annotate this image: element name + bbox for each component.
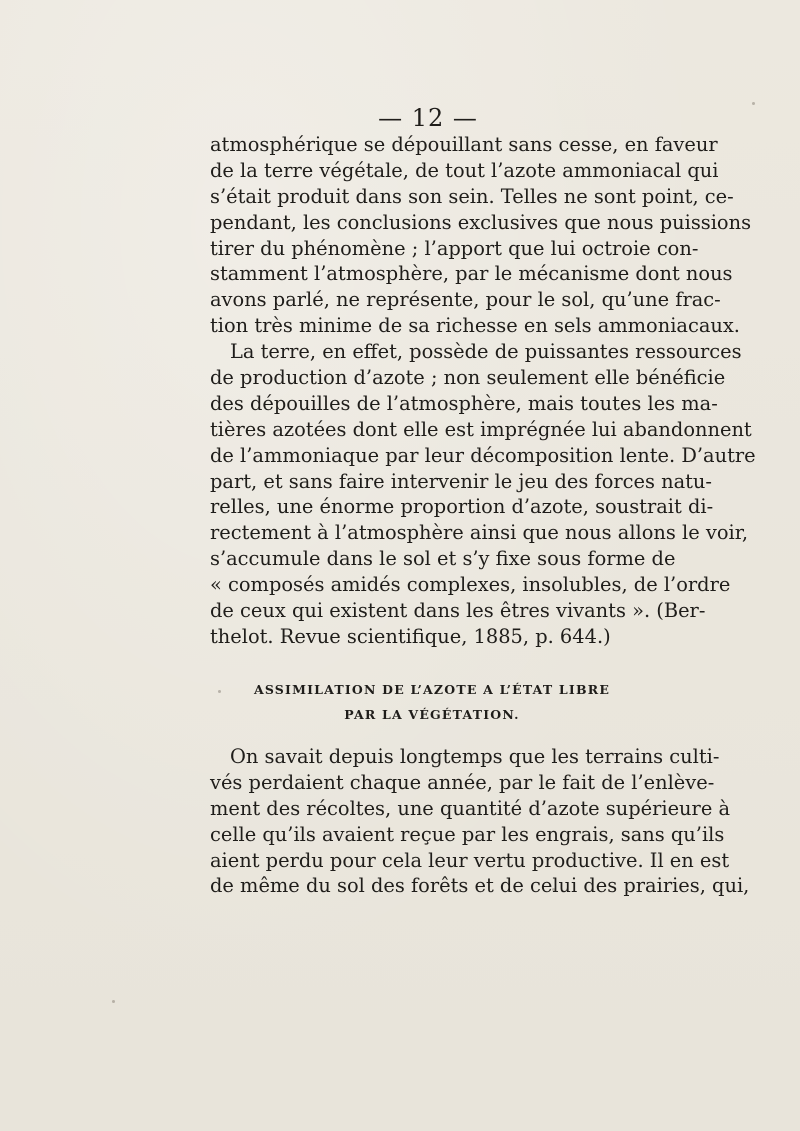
text-line: aient perdu pour cela leur vertu productive. Il en est bbox=[210, 848, 730, 872]
text-line: relles, une énorme proportion d’azote, soustrait di- bbox=[210, 495, 714, 519]
body-text-block bbox=[210, 744, 750, 899]
text-line: avons parlé, ne représente, pour le sol, qu’une frac- bbox=[210, 288, 721, 312]
text-line: thelot. Revue scientifique, 1885, p. 644.) bbox=[210, 624, 611, 648]
paper-speck bbox=[552, 888, 555, 891]
page-number: — 12 — bbox=[378, 104, 478, 132]
text-line: atmosphérique se dépouillant sans cesse, en faveur bbox=[210, 133, 718, 156]
text-line: On savait depuis longtemps que les terrains culti- bbox=[230, 745, 720, 768]
paper-speck bbox=[112, 1000, 115, 1003]
text-line: La terre, en effet, possède de puissantes ressources bbox=[230, 340, 742, 364]
text-line: stamment l’atmosphère, par le mécanisme dont nous bbox=[210, 262, 733, 286]
text-line: de la terre végétale, de tout l’azote ammoniacal qui bbox=[210, 158, 719, 182]
text-line: s’était produit dans son sein. Telles ne sont point, ce- bbox=[210, 184, 734, 208]
text-line: vés perdaient chaque année, par le fait de l’enlève- bbox=[210, 770, 715, 794]
section-heading-line-2: PAR LA VÉGÉTATION. bbox=[344, 707, 520, 722]
text-line: de ceux qui existent dans les êtres vivants ». (Ber- bbox=[210, 599, 706, 623]
text-line: de l’ammoniaque par leur décomposition lente. D’autre bbox=[210, 443, 756, 467]
text-line: de production d’azote ; non seulement elle bénéficie bbox=[210, 366, 726, 390]
text-line: pendant, les conclusions exclusives que nous puissions bbox=[210, 210, 752, 234]
paper-speck bbox=[752, 102, 755, 105]
paper-speck bbox=[218, 690, 221, 693]
text-line: tirer du phénomène ; l’apport que lui octroie con- bbox=[210, 236, 699, 260]
text-line: ment des récoltes, une quantité d’azote supérieure à bbox=[210, 796, 731, 820]
section-heading-line-1: ASSIMILATION DE L’AZOTE A L’ÉTAT LIBRE bbox=[253, 682, 611, 697]
text-line: part, et sans faire intervenir le jeu des forces natu- bbox=[210, 469, 712, 493]
text-line: tion très minime de sa richesse en sels ammoniacaux. bbox=[210, 314, 740, 338]
text-line: « composés amidés complexes, insolubles, de l’ordre bbox=[210, 573, 731, 597]
body-text-block bbox=[210, 132, 756, 650]
text-line: tières azotées dont elle est imprégnée lui abandonnent bbox=[210, 417, 752, 441]
text-line: de même du sol des forêts et de celui des prairies, qui, bbox=[210, 874, 750, 898]
text-line: rectement à l’atmosphère ainsi que nous allons le voir, bbox=[210, 521, 749, 545]
text-line: s’accumule dans le sol et s’y fixe sous forme de bbox=[210, 547, 676, 571]
text-line: des dépouilles de l’atmosphère, mais toutes les ma- bbox=[210, 391, 718, 415]
text-line: celle qu’ils avaient reçue par les engrais, sans qu’ils bbox=[210, 822, 725, 846]
